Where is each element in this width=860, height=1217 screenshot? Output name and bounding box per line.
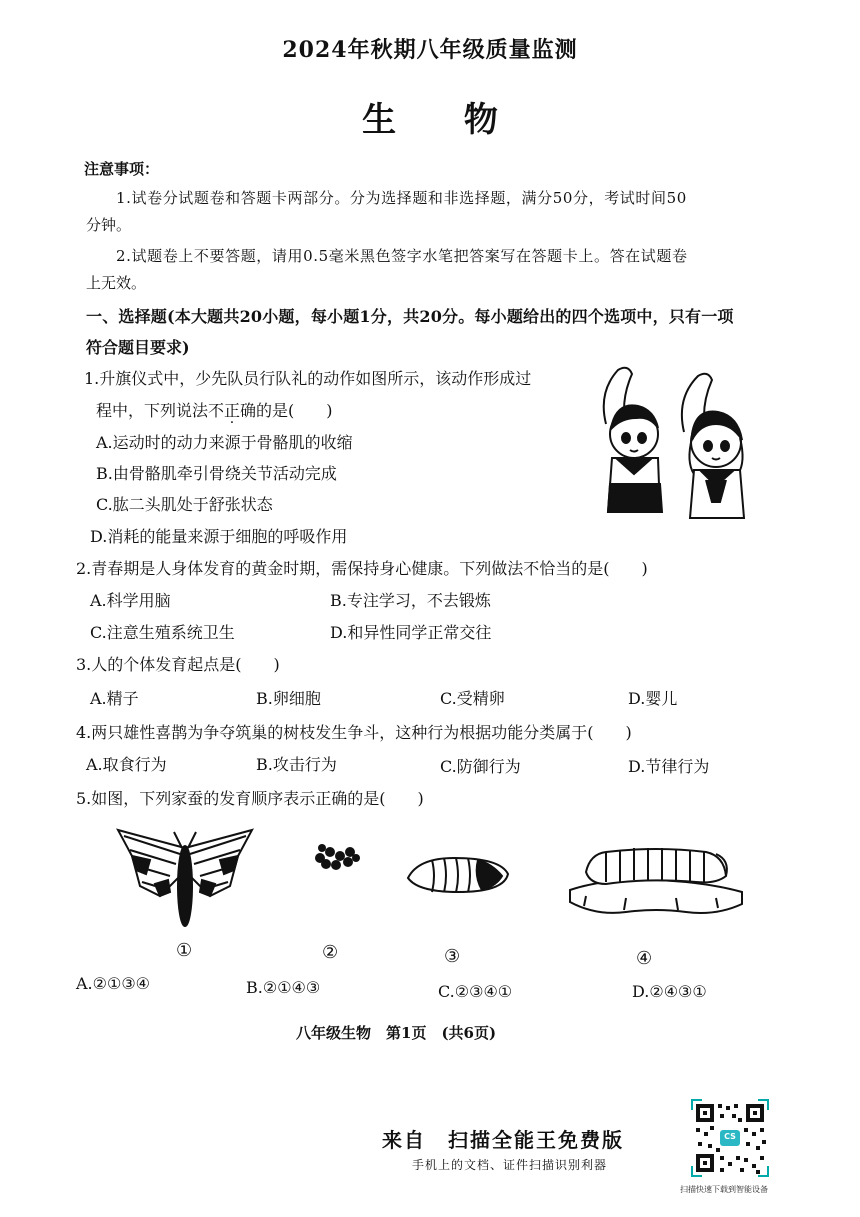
q5-label-4: ④ xyxy=(636,948,653,969)
q1-option-c: C.肱二头肌处于舒张状态 xyxy=(96,495,273,514)
q3-stem: 3.人的个体发育起点是( ) xyxy=(76,655,280,674)
q3-option-d: D.婴儿 xyxy=(628,689,678,708)
q2-option-b: B.专注学习，不去锻炼 xyxy=(330,591,491,610)
q1-stem-part-b: 的是( ) xyxy=(256,401,333,420)
q5-option-b: B.②①④③ xyxy=(246,978,321,997)
exam-title: 2024年秋期八年级质量监测 xyxy=(282,37,578,63)
page-footer: 八年级生物 第1页 (共6页) xyxy=(296,1024,497,1042)
q3-option-a: A.精子 xyxy=(90,689,139,708)
q5-option-d: D.②④③① xyxy=(632,982,707,1001)
notice-item2-line1: 2.试题卷上不要答题，请用0.5毫米黑色签字水笔把答案写在答题卡上。答在试题卷 xyxy=(116,247,688,265)
q4-option-b: B.攻击行为 xyxy=(256,755,337,774)
notice-item1-line2: 分钟。 xyxy=(86,216,132,234)
q2-stem: 2.青春期是人身体发育的黄金时期，需保持身心健康。下列做法不恰当的是( ) xyxy=(76,559,648,578)
q4-option-c: C.防御行为 xyxy=(440,757,521,776)
q1-stem-part-a: 程中，下列说法 xyxy=(96,401,209,420)
q1-stem-line1: 1.升旗仪式中，少先队员行队礼的动作如图所示，该动作形成过 xyxy=(84,369,532,388)
q1-stem-line2 xyxy=(96,398,333,421)
section1-heading-line2: 符合题目要求) xyxy=(86,338,190,357)
q5-label-1: ① xyxy=(176,940,193,961)
section1-heading-line1: 一、选择题(本大题共20小题，每小题1分，共20分。每小题给出的四个选项中，只有一项 xyxy=(86,307,734,326)
notice-item2-line2: 上无效。 xyxy=(86,274,147,292)
silkworm-moth-figure xyxy=(110,826,260,936)
q3-option-c: C.受精卵 xyxy=(440,689,505,708)
q5-label-3: ③ xyxy=(444,946,461,967)
scanner-watermark-title: 来自 扫描全能王免费版 xyxy=(382,1128,624,1152)
q5-option-c: C.②③④① xyxy=(438,982,513,1001)
q5-stem: 5.如图，下列家蚕的发育顺序表示正确的是( ) xyxy=(76,789,424,808)
silkworm-larva-figure xyxy=(566,832,746,916)
q4-option-a: A.取食行为 xyxy=(86,755,167,774)
q5-option-a: A.②①③④ xyxy=(76,974,151,993)
q3-option-b: B.卵细胞 xyxy=(256,689,321,708)
q1-option-d: D.消耗的能量来源于细胞的呼吸作用 xyxy=(90,527,348,546)
notice-heading: 注意事项： xyxy=(84,160,160,178)
q1-emphasis: 不正确 xyxy=(208,401,257,420)
q4-stem: 4.两只雄性喜鹊为争夺筑巢的树枝发生争斗，这种行为根据功能分类属于( ) xyxy=(76,723,632,742)
q2-option-d: D.和异性同学正常交往 xyxy=(330,623,492,642)
q4-option-d: D.节律行为 xyxy=(628,757,710,776)
subject-title: 生 物 xyxy=(362,100,526,140)
qr-center-logo: CS xyxy=(724,1132,736,1141)
pioneer-salute-figure xyxy=(588,362,758,520)
q1-option-b: B.由骨骼肌牵引骨绕关节活动完成 xyxy=(96,464,337,483)
q5-label-2: ② xyxy=(322,942,339,963)
q2-option-c: C.注意生殖系统卫生 xyxy=(90,623,235,642)
silkworm-eggs-figure xyxy=(312,840,362,872)
q2-option-a: A.科学用脑 xyxy=(90,591,171,610)
scanner-watermark-subtitle: 手机上的文档、证件扫描识别利器 xyxy=(412,1158,608,1172)
notice-item1-line1: 1.试卷分试题卷和答题卡两部分。分为选择题和非选择题，满分50分，考试时间50 xyxy=(116,189,687,207)
q1-option-a: A.运动时的动力来源于骨骼肌的收缩 xyxy=(96,433,353,452)
qr-caption: 扫描快速下载到智能设备 xyxy=(680,1185,768,1194)
silkworm-pupa-figure xyxy=(404,852,514,898)
